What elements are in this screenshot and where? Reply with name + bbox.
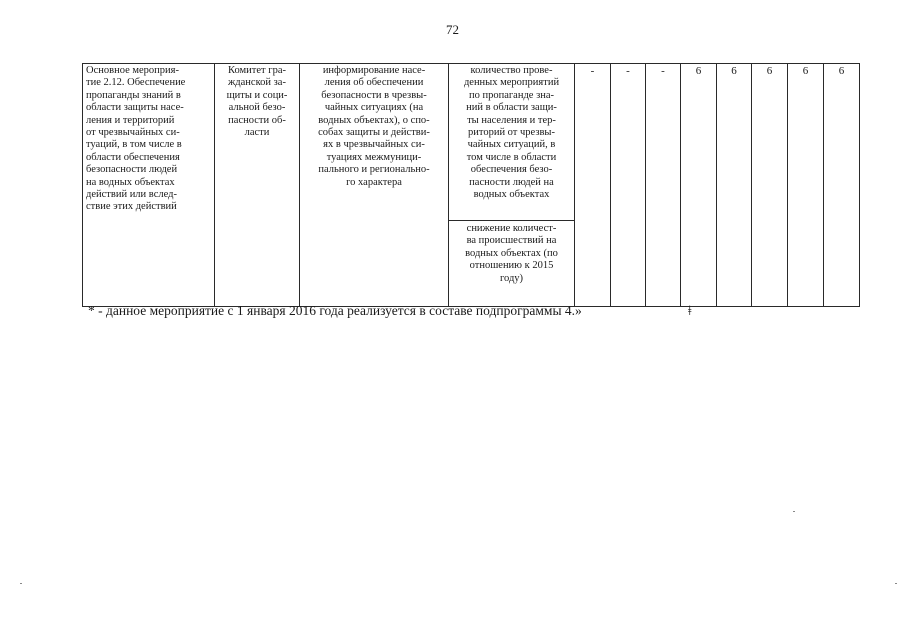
executor-cell <box>215 64 300 307</box>
event-cell <box>83 64 215 307</box>
program-events-table <box>82 63 860 307</box>
table-row <box>83 64 860 221</box>
indicator-text: количество прове- денных мероприятий по пропаганде зна- ний в области защи- ты населения и тер- риторий от чрезвы- чайных ситуаций, в том числе в области обеспечения безо- пасности людей на водных объектах <box>463 65 560 201</box>
page-number: 72 <box>446 22 459 37</box>
description-cell <box>300 64 449 307</box>
indicator-text: снижение количест- ва происшествий на водных объектах (по отношению к 2015 году) <box>465 223 558 284</box>
scan-speck <box>793 511 795 512</box>
value-cell: - <box>575 64 611 307</box>
value-cell: - <box>611 64 646 307</box>
value-cell: 6 <box>824 64 860 307</box>
value-cell: 6 <box>788 64 824 307</box>
value-cell: 6 <box>717 64 752 307</box>
executor-text: Комитет гра- жданской за- щиты и соци- альной безо- пасности об- ласти <box>226 65 288 139</box>
value-cell: - <box>646 64 681 307</box>
event-text: Основное мероприя- тие 2.12. Обеспечение пропаганды знаний в области защиты насе- ления и территорий от чрезвычайных си- туаций, в том числе в области обеспечения безопасности людей на водных объектах действий или вслед- ствие этих действий <box>86 65 186 213</box>
footnote: * - данное мероприятие с 1 января 2016 года реализуется в составе подпрограммы 4.» <box>88 303 582 318</box>
stray-mark: ǂ <box>688 304 692 319</box>
description-text: информирование насе- ления об обеспечении безопасности в чрезвы- чайных ситуациях (на водных объектах), о спо- собах защиты и действи- ях в чрезвычайных си- туациях межмуници- пального и регионально- го характера <box>318 65 430 188</box>
indicator-cell <box>449 64 575 221</box>
value-cell: 6 <box>752 64 788 307</box>
value-cell: 6 <box>681 64 717 307</box>
scan-speck <box>20 583 22 584</box>
scan-speck <box>895 583 897 584</box>
indicator-cell <box>449 221 575 307</box>
